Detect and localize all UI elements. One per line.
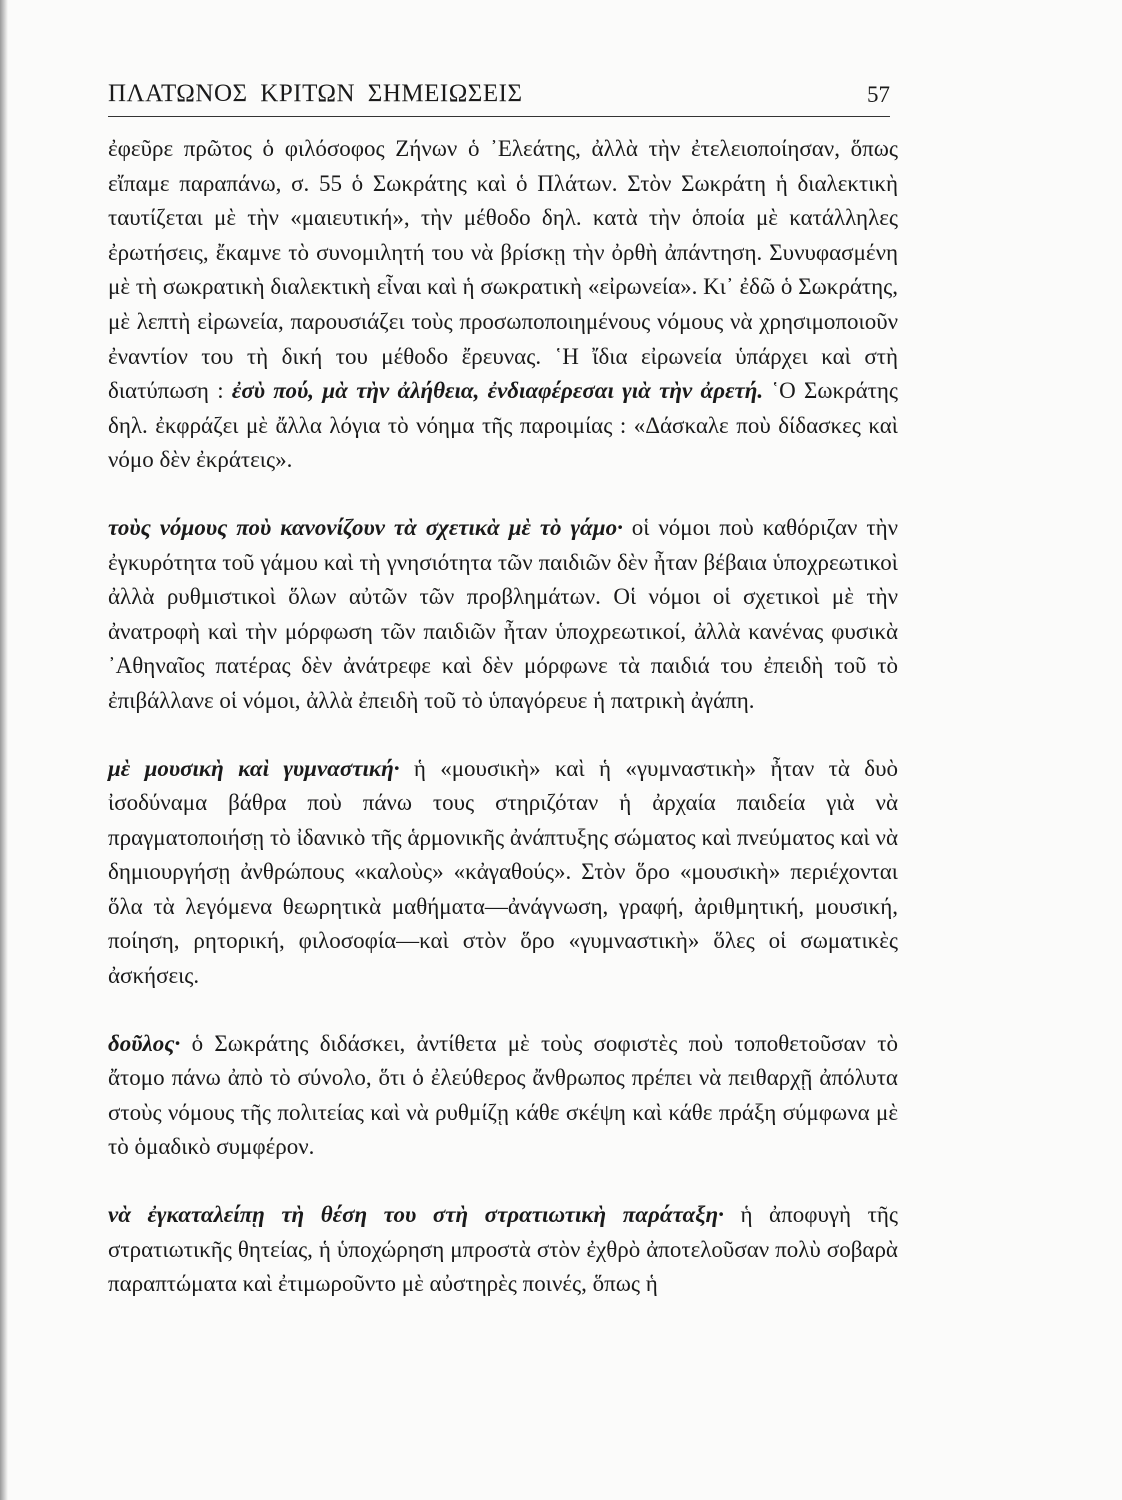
paragraph-text: ὁ Σωκράτης διδάσκει, ἀντίθετα μὲ τοὺς σοφιστὲς ποὺ τοποθετοῦσαν τὸ ἄτομο πάνω ἀπὸ τὸ σύνολο, ὅτι ὁ ἐλεύθερος ἄνθρωπος πρέπει νὰ πειθαρχῇ ἀπόλυτα στοὺς νόμους τῆς πολιτείας καὶ νὰ ρυθμίζῃ κάθε σκέψη καὶ κάθε πράξη σύμφωνα μὲ τὸ ὁμαδικὸ συμφέρον.: [108, 1030, 898, 1160]
lemma-term: τοὺς νόμους ποὺ κανονίζουν τὰ σχετικὰ μὲ τὸ γάμο·: [108, 514, 623, 540]
paragraph-text: ῾Ο Σωκράτης δηλ. ἐκφράζει μὲ ἄλλα λόγια τὸ νόημα τῆς παροιμίας : «Δάσκαλε ποὺ δίδασκες καὶ νόμο δὲν ἐκράτεις».: [108, 378, 899, 473]
lemma-term: δοῦλος·: [108, 1030, 181, 1056]
paragraph: [108, 1198, 898, 1302]
paragraph-text: ἐφεῦρε πρῶτος ὁ φιλόσοφος Ζήνων ὁ ᾿Ελεάτης, ἀλλὰ τὴν ἐτελειοποίησαν, ὅπως εἴπαμε παραπάνω, σ. 55 ὁ Σωκράτης καὶ ὁ Πλάτων. Στὸν Σωκράτη ἡ διαλεκτικὴ ταυτίζεται μὲ τὴν «μαιευτική», τὴν μέθοδο δηλ. κατὰ τὴν ὁποία μὲ κατάλληλες ἐρωτήσεις, ἔκαμνε τὸ συνομιλητή του νὰ βρίσκῃ τὴν ὀρθὴ ἀπάντηση. Συνυφασμένη μὲ τὴ σωκρατικὴ διαλεκτικὴ εἶναι καὶ ἡ σωκρατικὴ «εἰρωνεία». Κι᾿ ἐδῶ ὁ Σωκράτης, μὲ λεπτὴ εἰρωνεία, παρουσιάζει τοὺς προσωποποιημένους νόμους νὰ χρησιμοποιοῦν ἐναντίον του τὴ δική του μέθοδο ἔρευνας. ῾Η ἴδια εἰρωνεία ὑπάρχει καὶ στὴ διατύπωση :: [108, 136, 898, 404]
paragraph: [108, 1027, 898, 1165]
page-edge-shadow: [0, 0, 8, 1500]
paragraph-text: ἡ ἀποφυγὴ τῆς στρατιωτικῆς θητείας, ἡ ὑποχώρηση μπροστὰ στὸν ἐχθρὸ ἀποτελοῦσαν πολὺ σοβαρὰ παραπτώματα καὶ ἐτιμωροῦντο μὲ αὐστηρὲς ποινές, ὅπως ἡ: [108, 1202, 898, 1297]
paragraph-text: οἱ νόμοι ποὺ καθόριζαν τὴν ἐγκυρότητα τοῦ γάμου καὶ τὴ γνησιότητα τῶν παιδιῶν δὲν ἦταν βέβαια ὑποχρεωτικοὶ ἀλλὰ ρυθμιστικοὶ ὅλων αὐτῶν τῶν προβλημάτων. Οἱ νόμοι οἱ σχετικοὶ μὲ τὴν ἀνατροφὴ καὶ τὴν μόρφωση τῶν παιδιῶν ἦταν ὑποχρεωτικοί, ἀλλὰ κανένας φυσικὰ ᾿Αθηναῖος πατέρας δὲν ἀνάτρεφε καὶ δὲν μόρφωνε τὰ παιδιά του ἐπειδὴ τοῦ τὸ ἐπιβάλλανε οἱ νόμοι, ἀλλὰ ἐπειδὴ τοῦ τὸ ὑπαγόρευε ἡ πατρικὴ ἀγάπη.: [108, 514, 899, 713]
paragraph: [108, 132, 898, 478]
lemma-term: μὲ μουσικὴ καὶ γυμναστική·: [108, 755, 400, 781]
header-rule: [108, 116, 890, 117]
header-title: ΠΛΑΤΩΝΟΣ ΚΡΙΤΩΝ ΣΗΜΕΙΩΣΕΙΣ: [108, 80, 523, 107]
body-text: [108, 132, 898, 1302]
lemma-term: νὰ ἐγκαταλείπῃ τὴ θέση του στὴ στρατιωτικὴ παράταξη·: [108, 1202, 724, 1228]
paragraph-text: ἡ «μουσικὴ» καὶ ἡ «γυμναστικὴ» ἦταν τὰ δυὸ ἰσοδύναμα βάθρα ποὺ πάνω τους στηριζόταν ἡ ἀρχαία παιδεία γιὰ νὰ πραγματοποιήσῃ τὸ ἰδανικὸ τῆς ἁρμονικῆς ἀνάπτυξης σώματος καὶ πνεύματος καὶ νὰ δημιουργήσῃ ἀνθρώπους «καλοὺς» «κἀγαθούς». Στὸν ὅρο «μουσικὴ» περιέχονται ὅλα τὰ λεγόμενα θεωρητικὰ μαθήματα—ἀνάγνωση, γραφή, ἀριθμητική, μουσική, ποίηση, ρητορική, φιλοσοφία—καὶ στὸν ὅρο «γυμναστικὴ» ὅλες οἱ σωματικὲς ἀσκήσεις.: [108, 755, 899, 989]
page-number: 57: [867, 82, 890, 107]
quoted-phrase: ἐσὺ πού, μὰ τὴν ἀλήθεια, ἐνδιαφέρεσαι γιὰ τὴν ἀρετή.: [231, 378, 764, 404]
paragraph: [108, 511, 898, 719]
paragraph: [108, 752, 898, 994]
running-header: [108, 78, 890, 114]
